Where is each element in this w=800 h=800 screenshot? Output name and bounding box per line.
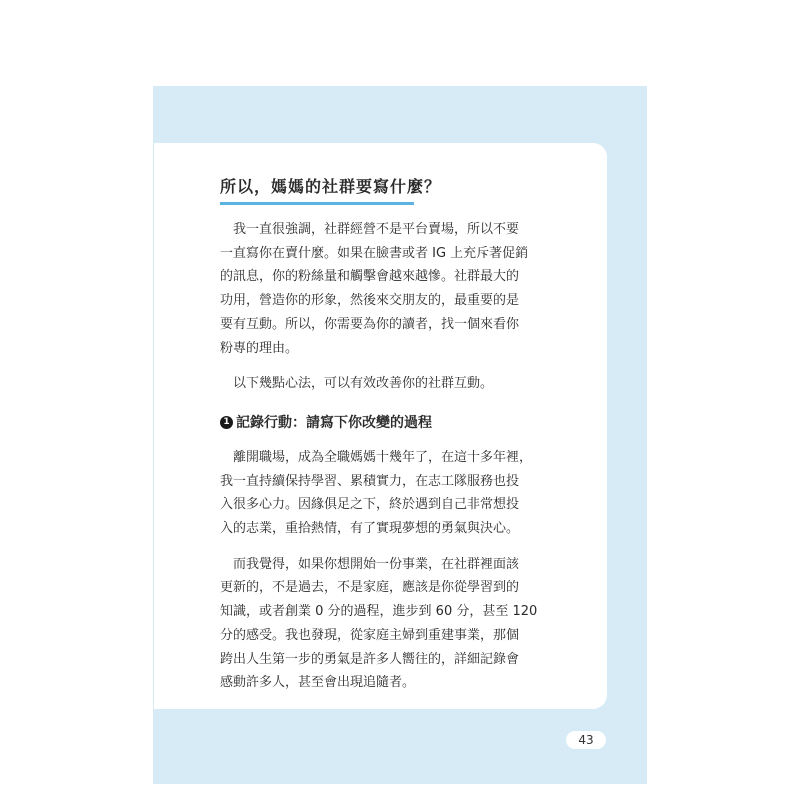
- text-line: 我一直持續保持學習、累積實力，在志工隊服務也投: [220, 473, 520, 489]
- text-line: 要有互動。所以，你需要為你的讀者，找一個來看你: [220, 316, 520, 332]
- section-paragraph-2: [220, 372, 520, 396]
- text-line: 一直寫你在賣什麼。如果在臉書或者 IG 上充斥著促銷: [220, 245, 529, 261]
- subsection-paragraph-2: [220, 553, 538, 695]
- section-heading: 所以，媽媽的社群要寫什麼？: [220, 177, 442, 196]
- section-paragraph-1: [220, 218, 529, 360]
- text-line: 我一直很強調，社群經營不是平台賣場，所以不要: [233, 222, 520, 237]
- text-line: 功用，營造你的形象，然後來交朋友的，最重要的是: [220, 293, 520, 309]
- text-line: 入很多心力。因緣俱足之下，終於遇到自己非常想投: [220, 497, 520, 513]
- text-line: 的訊息，你的粉絲量和觸擊會越來越慘。社群最大的: [220, 269, 520, 285]
- subsection-paragraph-1: [220, 446, 533, 541]
- text-line: 知識，或者創業 0 分的過程，進步到 60 分，甚至 120: [220, 604, 538, 620]
- text-line: 離開職場，成為全職媽媽十幾年了，在這十多年裡，: [233, 449, 533, 465]
- text-line: 而我覺得，如果你想開始一份事業，在社群裡面該: [233, 556, 520, 572]
- heading-underline: [220, 202, 414, 205]
- text-line: 跨出人生第一步的勇氣是許多人嚮往的，詳細記錄會: [220, 651, 520, 667]
- page-number: 43: [566, 731, 606, 749]
- text-line: 入的志業，重拾熱情，有了實現夢想的勇氣與決心。: [220, 521, 520, 537]
- text-line: 更新的，不是過去，不是家庭，應該是你從學習到的: [220, 580, 520, 596]
- page-content: [220, 176, 538, 695]
- text-line: 粉專的理由。: [220, 340, 299, 356]
- subsection-heading: [220, 413, 520, 433]
- text-line: 感動許多人，甚至會出現追隨者。: [220, 675, 416, 691]
- text-line: 以下幾點心法，可以有效改善你的社群互動。: [233, 376, 494, 392]
- text-line: 分的感受。我也發現，從家庭主婦到重建事業，那個: [220, 627, 520, 643]
- number-badge: 1: [220, 416, 233, 429]
- subsection-title: 記錄行動：請寫下你改變的過程: [236, 414, 432, 431]
